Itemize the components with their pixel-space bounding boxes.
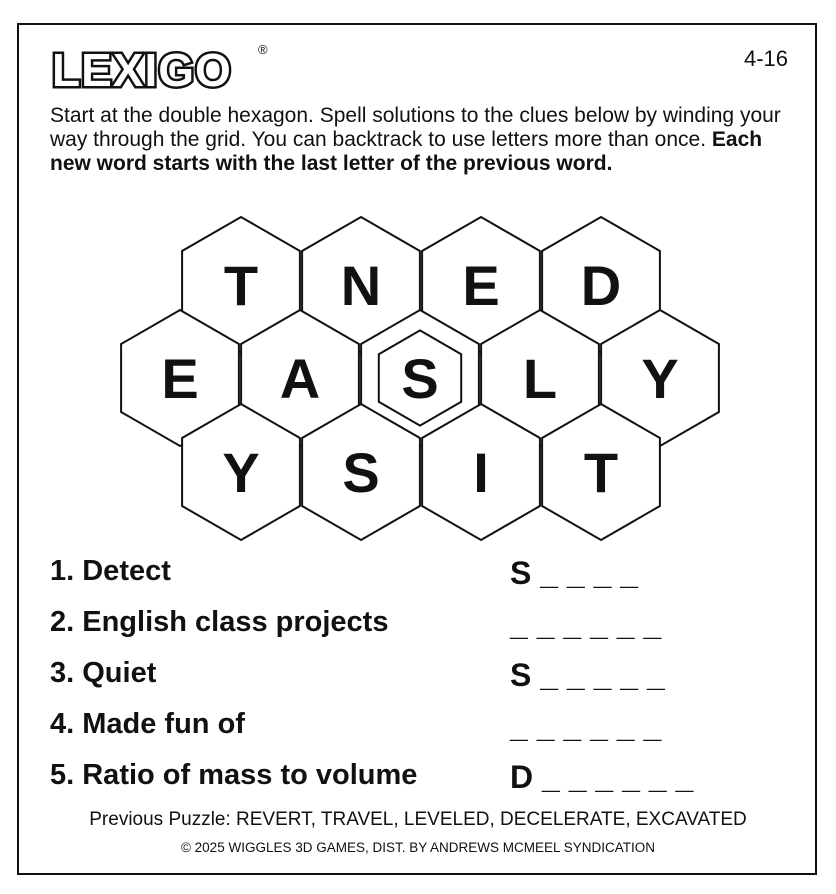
hex-letter: L (522, 347, 558, 410)
clue-4: 4. Made fun of (50, 708, 245, 740)
answer-blanks-3[interactable]: S _ _ _ _ _ (510, 657, 665, 693)
hex-letter: Y (222, 441, 260, 504)
clue-row-4 (50, 708, 810, 748)
instructions-text: Start at the double hexagon. Spell solutions to the clues below by winding your way through the grid. You can backtrack to use letters more than once. (50, 104, 781, 151)
answer-blanks-4[interactable]: _ _ _ _ _ _ (510, 708, 662, 744)
hex-letter: Y (641, 347, 679, 410)
hex-letter: T (223, 254, 259, 317)
hex-letter: A (279, 347, 321, 410)
answer-blanks-1[interactable]: S _ _ _ _ (510, 555, 639, 591)
hex-letter: E (161, 347, 199, 410)
hex-letter: S (342, 441, 380, 504)
clue-row-1 (50, 555, 810, 595)
answer-blanks-2[interactable]: _ _ _ _ _ _ (510, 606, 662, 642)
clue-row-5 (50, 759, 810, 799)
clue-1: 1. Detect (50, 555, 171, 587)
clue-3: 3. Quiet (50, 657, 157, 689)
hex-letter: I (473, 441, 489, 504)
hex-letter: D (580, 254, 622, 317)
copyright: © 2025 WIGGLES 3D GAMES, DIST. BY ANDREWS MCMEEL SYNDICATION (180, 840, 656, 855)
instructions-bold: Each new word starts with the last letter of the previous word. (50, 128, 763, 175)
logo-text: LEXIGO (52, 44, 232, 96)
clue-5: 5. Ratio of mass to volume (50, 759, 418, 791)
hex-letter: T (583, 441, 619, 504)
hex-letter: E (462, 254, 500, 317)
previous-puzzle-answers: Previous Puzzle: REVERT, TRAVEL, LEVELED, DECELERATE, EXCAVATED (89, 809, 747, 830)
hex-letter: S (401, 347, 439, 410)
clue-2: 2. English class projects (50, 606, 389, 638)
hex-letter: N (340, 254, 382, 317)
clue-row-3 (50, 657, 810, 697)
clue-row-2 (50, 606, 810, 646)
registered-mark: ® (258, 42, 268, 57)
answer-blanks-5[interactable]: D _ _ _ _ _ _ (510, 759, 694, 795)
puzzle-number: 4-16 (743, 46, 788, 71)
